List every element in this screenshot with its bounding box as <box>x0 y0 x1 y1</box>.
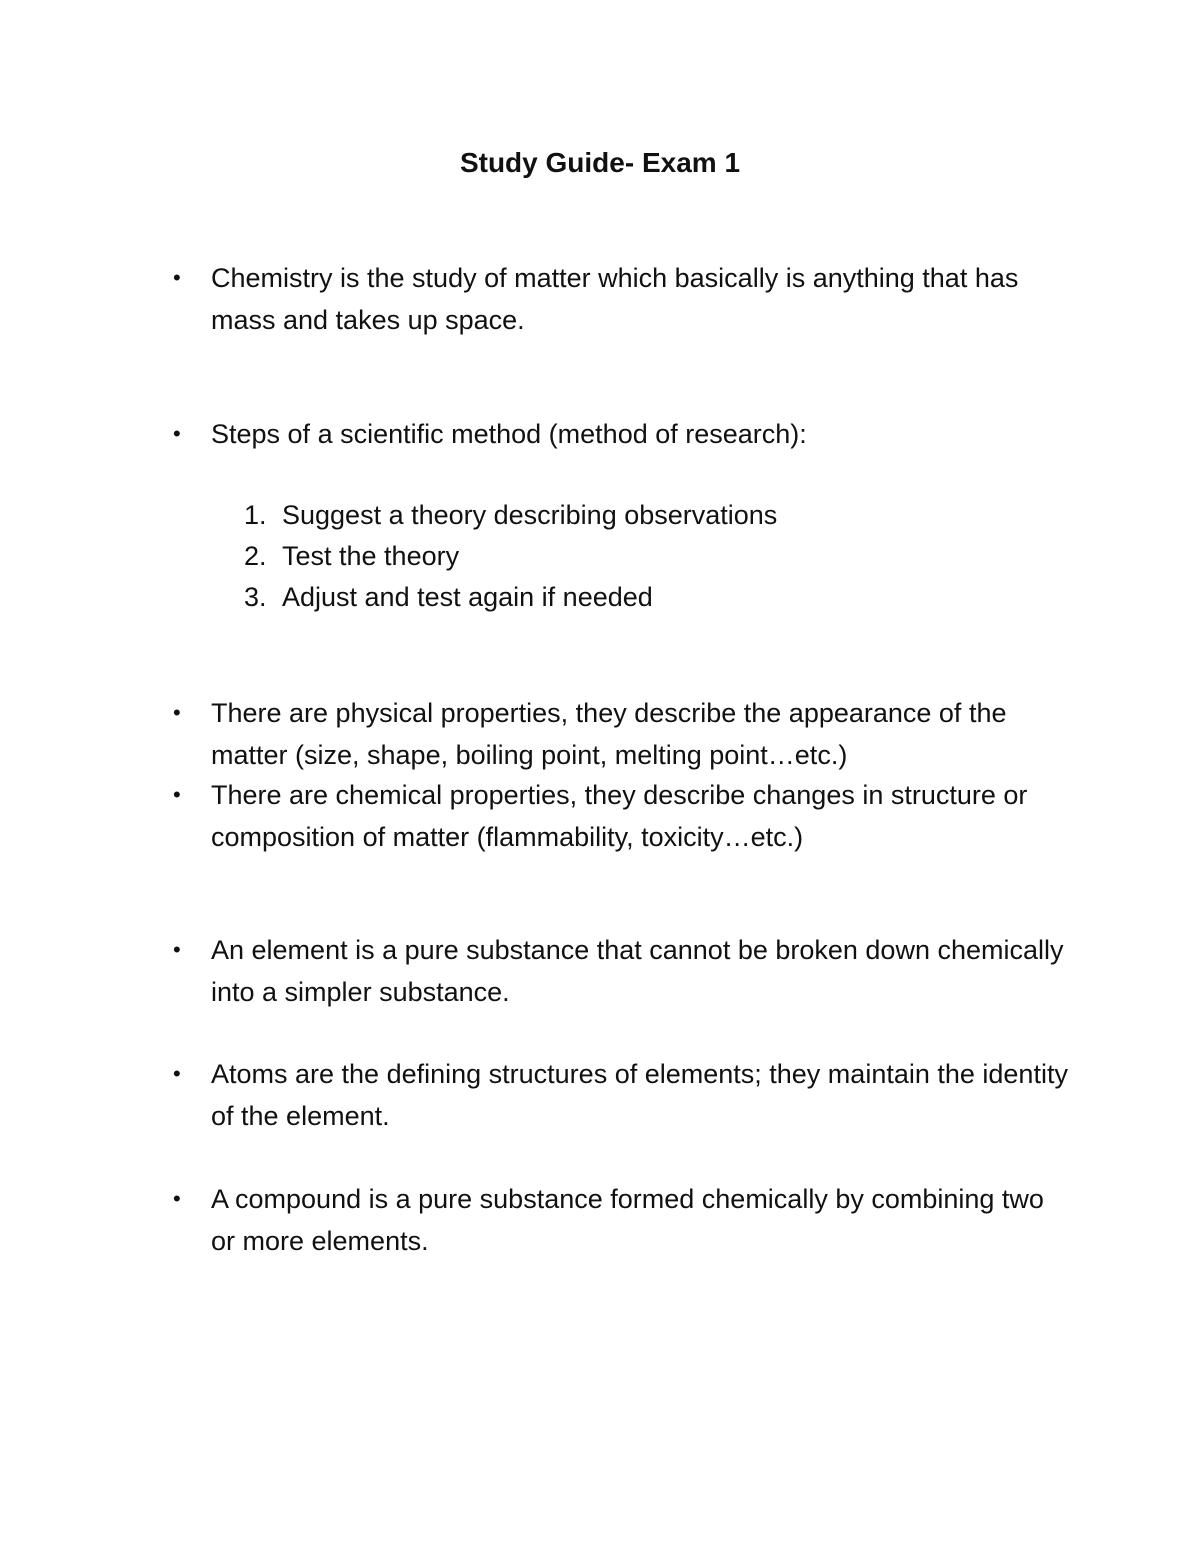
step-number: 2. <box>244 541 267 571</box>
scientific-method-steps <box>244 495 1042 618</box>
step-text: Suggest a theory describing observations <box>282 500 778 530</box>
bullet-chemistry-definition: • Chemistry is the study of matter which basically is anything that has mass and takes up space. <box>211 257 1071 341</box>
bullet-atoms-definition: • Atoms are the defining structures of elements; they maintain the identity of the element. <box>211 1053 1071 1137</box>
step-number: 1. <box>244 500 267 530</box>
bullet-element-definition: • An element is a pure substance that cannot be broken down chemically into a simpler substance. <box>211 929 1071 1013</box>
bullet-scientific-method: • Steps of a scientific method (method of research): <box>211 413 1071 455</box>
step-text: Adjust and test again if needed <box>282 582 653 612</box>
step-text: Test the theory <box>282 541 460 571</box>
bullet-physical-properties: • There are physical properties, they describe the appearance of the matter (size, shape, boiling point, melting point…etc.) <box>211 692 1071 776</box>
step-item <box>244 536 1042 577</box>
bullet-compound-definition: • A compound is a pure substance formed chemically by combining two or more elements. <box>211 1178 1071 1262</box>
page-title: Study Guide- Exam 1 <box>459 147 741 178</box>
step-item <box>244 577 1042 618</box>
bullet-chemical-properties: • There are chemical properties, they describe changes in structure or composition of matter (flammability, toxicity…etc.) <box>211 774 1071 858</box>
step-item <box>244 495 1042 536</box>
step-number: 3. <box>244 582 267 612</box>
